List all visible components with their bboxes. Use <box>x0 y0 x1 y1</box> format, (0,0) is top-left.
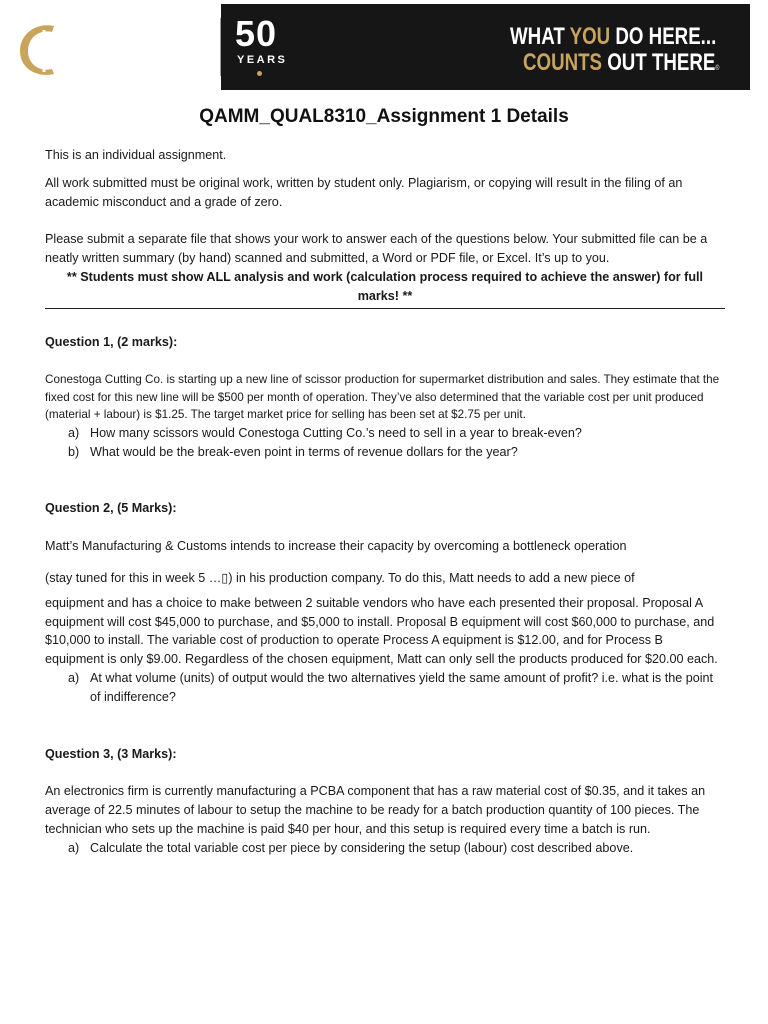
q2-line-1: Matt’s Manufacturing & Customs intends to increase their capacity by overcoming a bottleneck operation <box>45 539 627 554</box>
divider-line <box>45 308 725 309</box>
q2-parts <box>45 669 725 707</box>
page-title: QAMM_QUAL8310_Assignment 1 Details <box>199 106 569 127</box>
q3-parts <box>45 839 725 858</box>
gold-dot-icon <box>257 71 262 76</box>
q3-body: An electronics firm is currently manufacturing a PCBA component that has a raw material cost of $0.35, and it takes an average of 22.5 minutes of labour to setup the machine to be ready for a batch production quantity of 100 pieces. The technician who sets up the machine is paid $40 per hour, and this setup is required every time a batch is run. <box>45 784 706 837</box>
list-item: a) How many scissors would Conestoga Cutting Co.’s need to sell in a year to break-even? <box>68 425 582 440</box>
q2-heading: Question 2, (5 Marks): <box>45 501 177 516</box>
slogan-line-1: WHAT YOU DO HERE... <box>510 23 717 50</box>
q1-parts <box>45 424 725 462</box>
notice-show-work: ** Students must show ALL analysis and work (calculation process required to achieve the answer) for full marks! ** <box>66 269 704 303</box>
list-item: b) What would be the break-even point in terms of revenue dollars for the year? <box>68 444 518 459</box>
q1-heading: Question 1, (2 marks): <box>45 334 178 349</box>
intro-original-work: All work submitted must be original work, written by student only. Plagiarism, or copying will result in the filing of an academic misconduct and a grade of zero. <box>45 175 683 209</box>
intro-individual: This is an individual assignment. <box>45 148 227 162</box>
list-item: a) At what volume (units) of output would the two alternatives yield the same amount of profit? i.e. what is the point of indifference? <box>68 671 714 704</box>
q2-body: equipment and has a choice to make between 2 suitable vendors who have each presented their proposal. Proposal A equipment will cost $45,000 to purchase, and $5,000 to install. Proposal B equipment will cost $60,000 to purchase, and $10,000 to install. The variable cost of production to operate Process A equipment is $12.00, and for Process B equipment is only $9.00. Regardless of the chosen equipment, Matt can only sell the products produced for $20.00 each. <box>45 595 718 667</box>
q3-heading: Question 3, (3 Marks): <box>45 746 177 761</box>
header-banner <box>73 4 750 90</box>
anniversary-number: 50 <box>235 13 278 54</box>
banner-divider <box>220 18 221 76</box>
intro-submission: Please submit a separate file that shows your work to answer each of the questions below. Your submitted file can be a neatly written summary (by hand) scanned and submitted, a Word or PDF file, or Excel. It’s up to you. <box>45 232 708 266</box>
slogan-line-2: COUNTS OUT THERE® <box>523 49 720 76</box>
anniversary-word: YEARS <box>237 54 288 66</box>
q2-line-2: (stay tuned for this in week 5 …▯) in his production company. To do this, Matt needs to add a new piece of <box>45 571 635 586</box>
list-item: a) Calculate the total variable cost per piece by considering the setup (labour) cost described above. <box>68 840 634 855</box>
document-body <box>45 146 725 858</box>
q1-body: Conestoga Cutting Co. is starting up a new line of scissor production for supermarket distribution and sales. They estimate that the fixed cost for this new line will be $500 per month of operation. They’ve also determined that the variable cost per unit produced (material + labour) is $1.25. The target market price for selling has been set at $2.75 per unit. <box>45 373 720 422</box>
conestoga-c-logo-icon <box>14 20 68 80</box>
